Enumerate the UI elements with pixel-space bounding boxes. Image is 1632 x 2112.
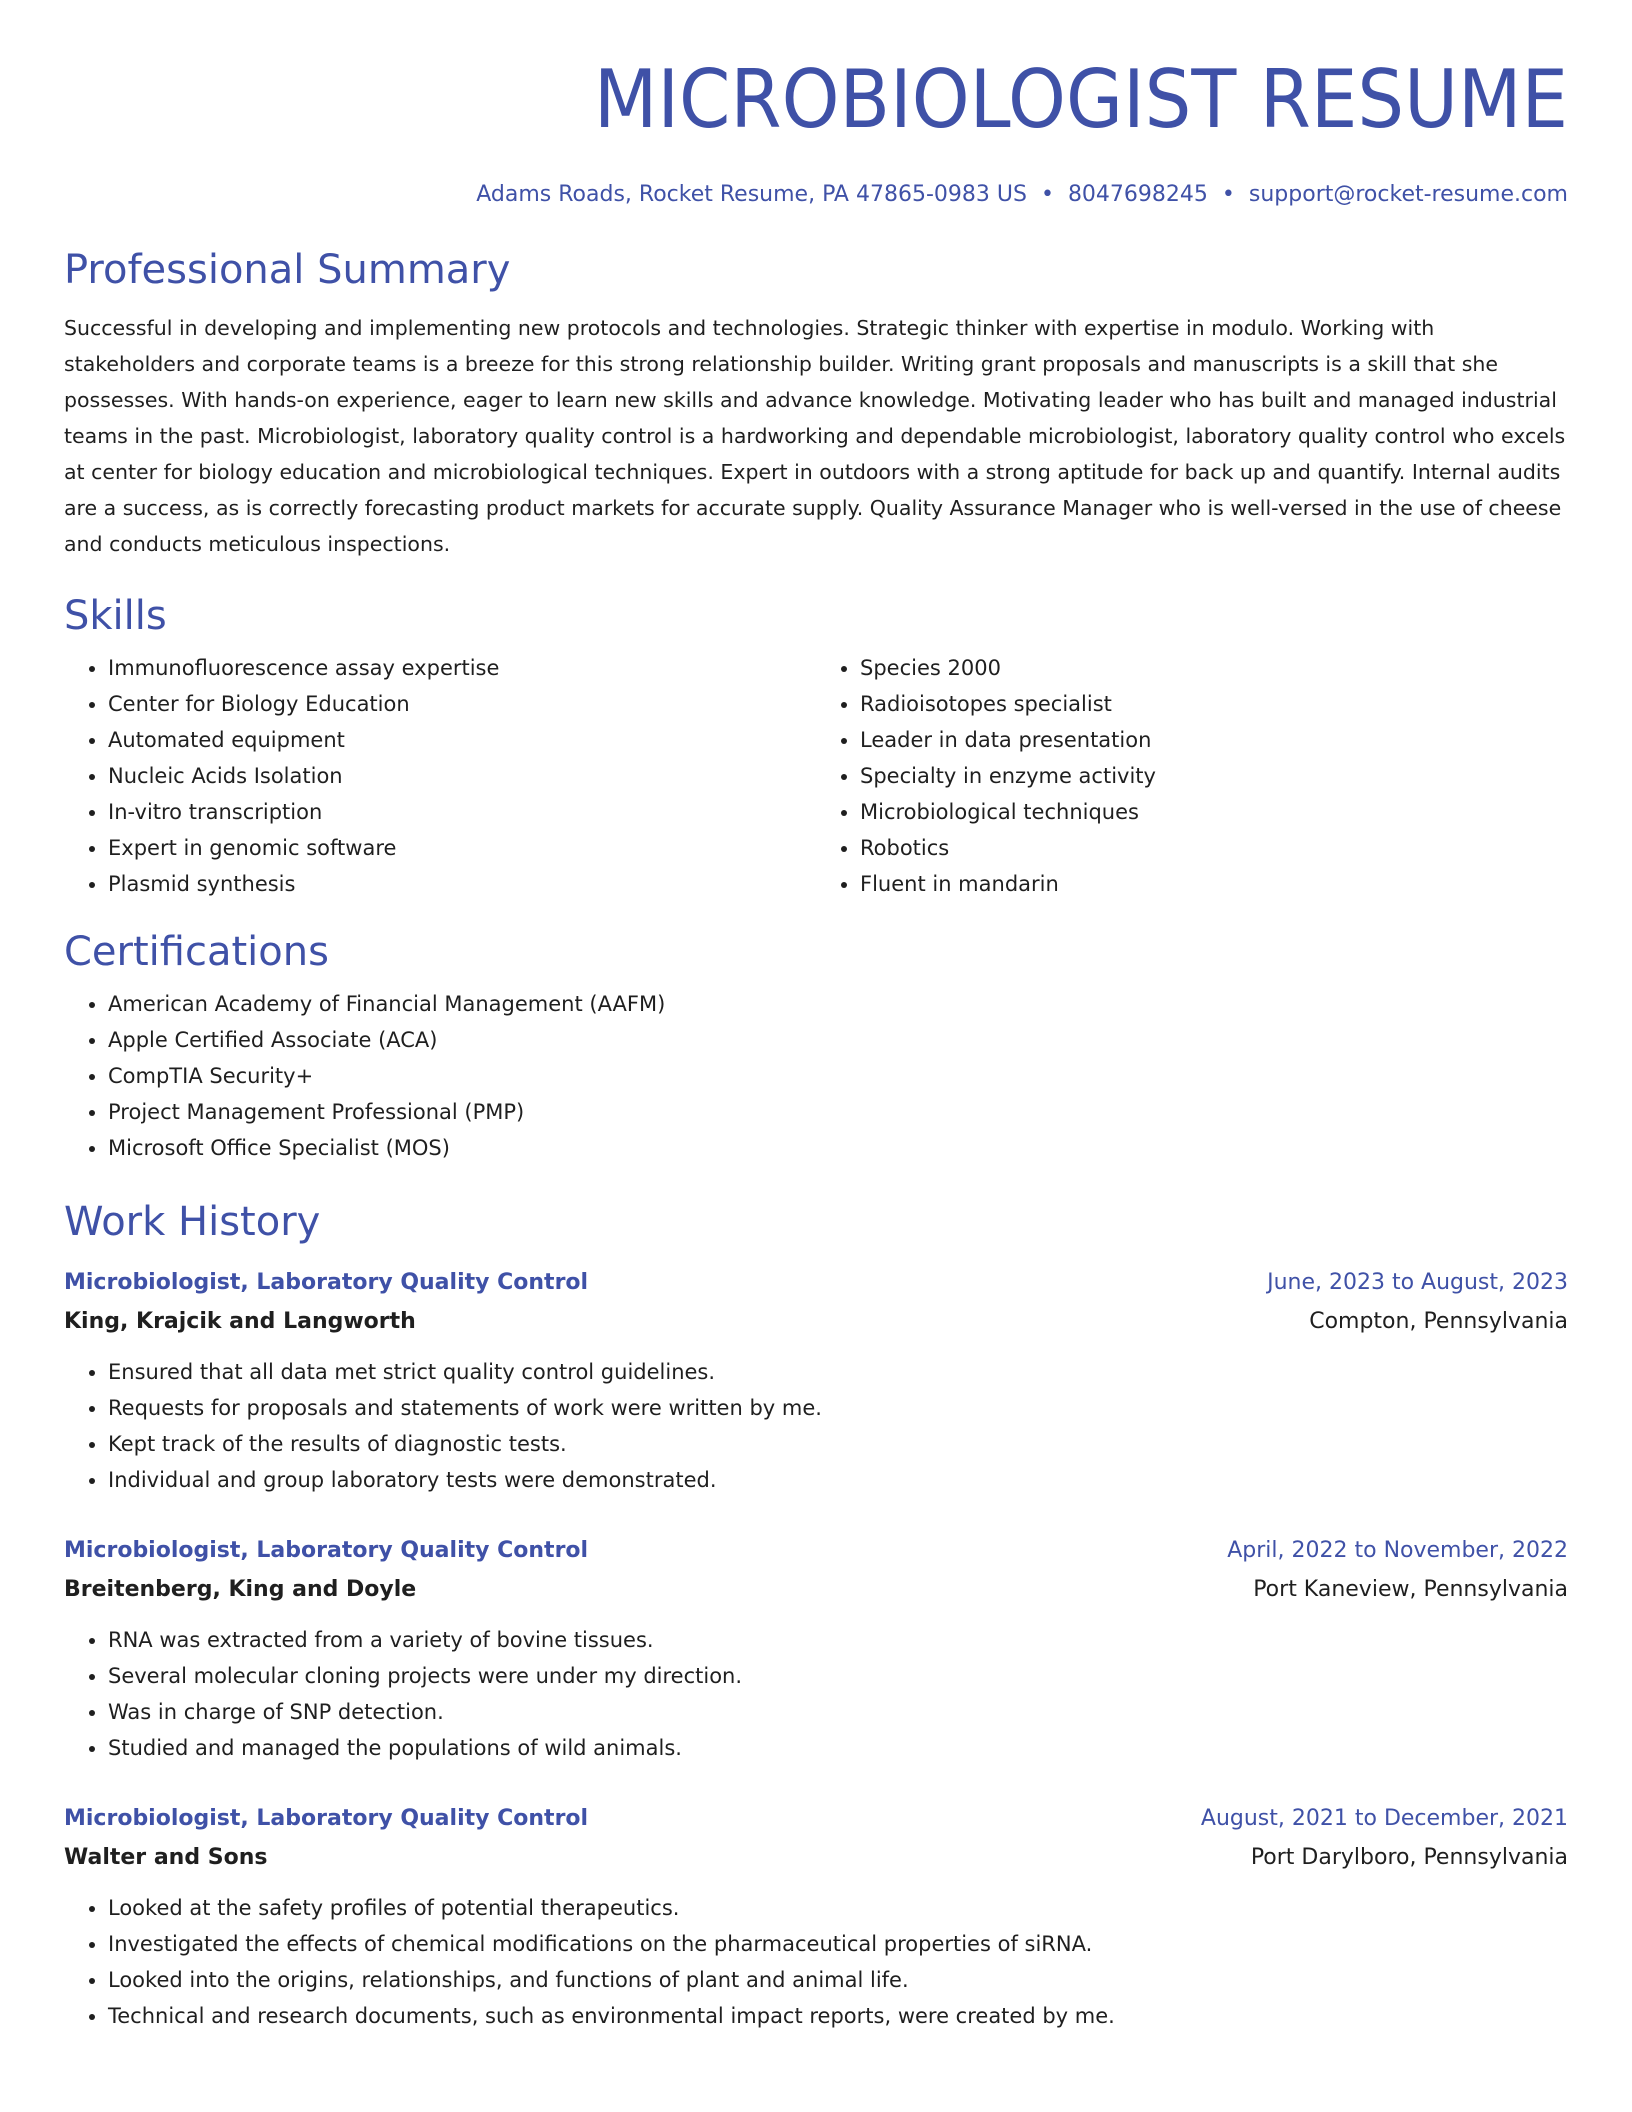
- job-duties-list: [64, 1354, 1568, 1498]
- job-entry: [64, 1800, 1568, 2034]
- job-duty-item: • Requests for proposals and statements of work were written by me.: [108, 1390, 1568, 1426]
- contact-phone: 8047698245: [1067, 182, 1208, 207]
- job-duties-list: [64, 1890, 1568, 2034]
- contact-separator: •: [1221, 182, 1235, 207]
- skill-item: • Plasmid synthesis: [108, 866, 816, 902]
- job-company-row: [64, 1570, 1568, 1610]
- work-history-heading: Work History: [64, 1199, 321, 1245]
- job-entry: [64, 1264, 1568, 1498]
- job-duty-item: • Was in charge of SNP detection.: [108, 1694, 1568, 1730]
- certifications-list: [64, 986, 1568, 1166]
- certifications-heading: Certifications: [64, 929, 329, 975]
- job-duty-item: • RNA was extracted from a variety of bovine tissues.: [108, 1622, 1568, 1658]
- contact-address: Adams Roads, Rocket Resume, PA 47865-0983 US: [476, 182, 1027, 207]
- job-dates: April, 2022 to November, 2022: [1227, 1538, 1568, 1563]
- skill-item: • Expert in genomic software: [108, 830, 816, 866]
- job-location: Port Darylboro, Pennsylvania: [1250, 1845, 1568, 1870]
- job-entry: [64, 1532, 1568, 1766]
- job-dates: August, 2021 to December, 2021: [1200, 1806, 1568, 1831]
- job-location: Compton, Pennsylvania: [1309, 1309, 1568, 1334]
- skill-item: • Microbiological techniques: [860, 794, 1568, 830]
- certification-item: • Project Management Professional (PMP): [108, 1094, 1568, 1130]
- summary-heading: Professional Summary: [64, 247, 511, 293]
- job-duty-item: • Technical and research documents, such as environmental impact reports, were created by me.: [108, 1998, 1568, 2034]
- job-title-row: [64, 1264, 1568, 1302]
- job-company-row: [64, 1838, 1568, 1878]
- job-title: Microbiologist, Laboratory Quality Control: [64, 1270, 589, 1295]
- resume-title: MICROBIOLOGIST RESUME: [593, 53, 1568, 146]
- skill-item: • Fluent in mandarin: [860, 866, 1568, 902]
- skills-list-right: [816, 650, 1568, 902]
- skill-item: • Species 2000: [860, 650, 1568, 686]
- certifications-section: [64, 926, 1568, 1166]
- skill-item: • Robotics: [860, 830, 1568, 866]
- contact-line: [64, 180, 1568, 210]
- job-duty-item: • Kept track of the results of diagnostic tests.: [108, 1426, 1568, 1462]
- contact-email: support@rocket-resume.com: [1248, 182, 1568, 207]
- skills-section: [64, 590, 1568, 902]
- skill-item: • Leader in data presentation: [860, 722, 1568, 758]
- skill-item: • Radioisotopes specialist: [860, 686, 1568, 722]
- skill-item: • Automated equipment: [108, 722, 816, 758]
- job-duty-item: • Looked into the origins, relationships, and functions of plant and animal life.: [108, 1962, 1568, 1998]
- skill-item: • Center for Biology Education: [108, 686, 816, 722]
- job-company: Walter and Sons: [64, 1845, 268, 1870]
- summary-section: [64, 244, 1568, 562]
- skill-item: • Immunofluorescence assay expertise: [108, 650, 816, 686]
- skills-columns: [64, 650, 1568, 902]
- skills-list-left: [64, 650, 816, 902]
- job-duty-item: • Individual and group laboratory tests were demonstrated.: [108, 1462, 1568, 1498]
- skill-item: • Nucleic Acids Isolation: [108, 758, 816, 794]
- job-duty-item: • Looked at the safety profiles of potential therapeutics.: [108, 1890, 1568, 1926]
- job-duty-item: • Studied and managed the populations of wild animals.: [108, 1730, 1568, 1766]
- job-duties-list: [64, 1622, 1568, 1766]
- work-history-section: [64, 1196, 1568, 2034]
- certification-item: • Microsoft Office Specialist (MOS): [108, 1130, 1568, 1166]
- job-title-row: [64, 1800, 1568, 1838]
- job-title-row: [64, 1532, 1568, 1570]
- job-duty-item: • Several molecular cloning projects were under my direction.: [108, 1658, 1568, 1694]
- resume-header: [64, 0, 1568, 210]
- certification-item: • CompTIA Security+: [108, 1058, 1568, 1094]
- contact-separator: •: [1040, 182, 1054, 207]
- job-duty-item: • Investigated the effects of chemical modifications on the pharmaceutical properties of siRNA.: [108, 1926, 1568, 1962]
- summary-text: Successful in developing and implementing new protocols and technologies. Strategic thinker with expertise in modulo. Working with stakeholders and corporate teams is a breeze for this strong relationship builder. Writing grant proposals and manuscripts is a skill that she possesses. With hands-on experience, eager to learn new skills and advance knowledge. Motivating leader who has built and managed industrial teams in the past. Microbiologist, laboratory quality control is a hardworking and dependable microbiologist, laboratory quality control who excels at center for biology education and microbiological techniques. Expert in outdoors with a strong aptitude for back up and quantify. Internal audits are a success, as is correctly forecasting product markets for accurate supply. Quality Assurance Manager who is well-versed in the use of cheese and conducts meticulous inspections.: [64, 316, 1566, 556]
- job-title: Microbiologist, Laboratory Quality Control: [64, 1538, 589, 1563]
- certification-item: • American Academy of Financial Management (AAFM): [108, 986, 1568, 1022]
- job-location: Port Kaneview, Pennsylvania: [1253, 1577, 1568, 1602]
- skills-heading: Skills: [64, 593, 167, 639]
- skill-item: • In-vitro transcription: [108, 794, 816, 830]
- job-dates: June, 2023 to August, 2023: [1267, 1270, 1568, 1295]
- job-title: Microbiologist, Laboratory Quality Control: [64, 1806, 589, 1831]
- skill-item: • Specialty in enzyme activity: [860, 758, 1568, 794]
- certification-item: • Apple Certified Associate (ACA): [108, 1022, 1568, 1058]
- job-company-row: [64, 1302, 1568, 1342]
- job-company: King, Krajcik and Langworth: [64, 1309, 416, 1334]
- job-duty-item: • Ensured that all data met strict quality control guidelines.: [108, 1354, 1568, 1390]
- job-company: Breitenberg, King and Doyle: [64, 1577, 417, 1602]
